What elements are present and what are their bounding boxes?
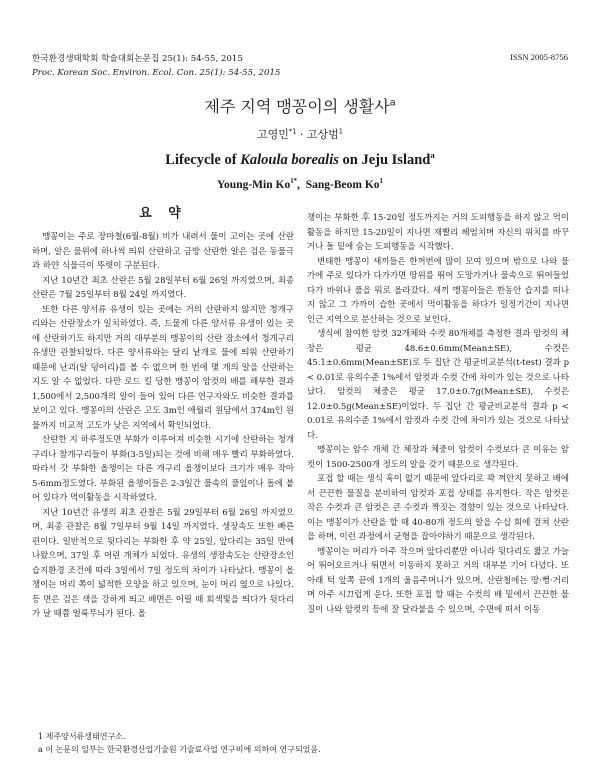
authors-english (0, 178, 600, 191)
abstract-right-paragraph: 챙이는 부화한 후 15-20일 정도까지는 거의 도피행동을 하지 않고 먹이활동을 하지만 15-20일이 지나면 재빨리 헤엄치며 자신의 위치를 바꾸거나 돌 밑에 숨는 도피행동을 시작했다. (307, 212, 569, 251)
abstract-left-paragraph: 지난 10년간 최초 산란은 5월 28일부터 6월 26일 까지였으며, 최종 산란은 7월 25일부터 8월 24일 까지였다. (32, 274, 294, 299)
title-english (0, 150, 600, 169)
author-1-ko-mark: *1 (288, 127, 297, 136)
abstract-right-paragraph: 변태한 맹꽁이 새끼들은 한꺼번에 많이 모여 있으며 밖으로 나와 물가에 주로 있다가 다가가면 땅위를 뛰어 도망가거나 물속으로 뛰어들었다가 바위나 풀을 뭐로 올라갔다. 새끼 맹꽁이들은 한동안 습지를 떠나지 않고 그 가까이 습한 곳에서 먹이활동을 하다가 일정기간이 지나면 인근 지역으로 분산하는 것으로 보인다. (307, 255, 569, 324)
abstract-heading: 요 약 (139, 206, 187, 221)
title-korean-footnote-mark: a (389, 97, 396, 109)
title-english-species: Kaloula borealis (240, 151, 339, 168)
authors-korean (0, 126, 600, 142)
title-english-pre: Lifecycle of (165, 151, 241, 168)
abstract-left-paragraph: 또한 다른 양서류 유생이 있는 곳에는 거의 산란하지 않지만 청개구리와는 산란장소가 일치하였다. 즉, 드물게 다른 양서류 유생이 있는 곳에 산란하기도 하지만 거의 대부분의 맹꽁이의 산란 장소에서 청개구리 유생만 관찰되었다. 다른 양서류와는 달리 낱개로 물에 띄워 산란하기 때문에 난괴(알 덩어리)를 볼 수 없으며 한 번에 몇 개의 알을 산란하는지도 알 수 없었다. 다만 로드 킬 당한 맹꽁이 암컷의 배를 해부한 결과 1,500에서 2,500개의 알이 들어 있어 다른 연구자와도 비슷한 결과를 보이고 있다. 맹꽁이의 산란은 고도 3m인 애월리 원담에서 374m인 원물까지 비교적 고도가 낮은 지역에서 확인되었다. (32, 303, 294, 430)
abstract-left-column (32, 205, 294, 621)
journal-citation-ko: 한국환경생태학회 학술대회논문집 25(1): 54-55, 2015 (32, 54, 243, 64)
footnote-funding: a 이 논문의 일부는 한국환경산업기술원 기술료사업 연구비에 의하여 연구되었음. (38, 745, 321, 754)
author-1-en-mark: 1* (290, 178, 298, 185)
abstract-right-paragraph: 맹꽁이는 머리가 아주 작으며 앞다리뿐만 아니라 뒷다리도 짧고 가늘어 뛰어오르거나 튀면서 이동하지 못하고 거의 대부분 기어 다녔다. 또 아래 턱 앞쪽 끝에 1개의 울음주머니가 있으며, 산란철에는 땅·뻥·거리며 아주 시끄럽게 운다. 또한 포접 할 때는 수컷의 배 밑에서 끈끈한 물질이 나와 암컷의 등에 잘 달라붙을 수 있으며, 수면에 떠서 이동 (307, 545, 569, 614)
footnote-affiliation: 1 제주양서류생태연구소. (38, 732, 126, 741)
abstract-right-paragraph: 생식에 참여한 암컷 32개체와 수컷 80개체를 측정한 결과 암컷의 체장은 평균 48.6±0.6mm(Mean±SE), 수컷은 45.1±0.6mm(Mean±SE)로 두 집단 간 평균비교분석(t-test) 결과 p < 0.01로 유의수준 1%에서 암컷과 수컷 간에 차이가 있는 것으로 나타났다. 암컷의 체중은 평균 17.0±0.7g(Mean±SE), 수컷은 12.0±0.5g(Mean±SE)이었다. 두 집단 간 평균비교분석 결과 p < 0.01로 유의수준 1%에서 암컷과 수컷 간에 차이가 있는 것으로 나타났다. (307, 328, 569, 440)
title-korean (0, 94, 600, 117)
author-1-ko: 고영민 (257, 128, 289, 141)
issn: ISSN 2005-8756 (509, 52, 568, 62)
abstract-right-column (307, 210, 569, 616)
abstract-right-paragraphs (307, 210, 569, 616)
title-english-post: on Jeju Island (338, 151, 431, 168)
author-2-en: Sang-Beom Ko (305, 178, 380, 191)
author-1-en: Young-Min Ko (217, 178, 291, 191)
journal-citation-en: Proc. Korean Soc. Environ. Ecol. Con. 25(1): 54-55, 2015 (32, 68, 281, 78)
footnotes (38, 730, 321, 756)
abstract-left-paragraph: 산란한 지 하루정도면 부화가 이루어져 비슷한 시기에 산란하는 청개구리나 참개구리들이 부화(3-5일)되는 것에 비해 매우 빨리 부화하였다. 따라서 갓 부화한 올챙이는 다른 개구리 올챙이보다 크기가 매우 작아 5-6mm정도였다. 부화된 올챙이들은 2-3일간 물속의 풀잎이나 돌에 붙어 있다가 먹이활동을 시작하였다. (32, 434, 294, 502)
author-separator-en: , (297, 178, 306, 191)
abstract-right-paragraph: 포접 할 때는 생식 혹이 없기 때문에 앞다리로 꽉 껴안지 못하고 배에서 끈끈한 물질을 분비하여 암컷과 포접 상태를 유지한다. 작은 암컷은 작은 수컷과 큰 암컷은 큰 수컷과 짝짓는 경향이 있는 것으로 나타났다. 이는 맹꽁이가 산란을 할 때 40-80개 정도의 알을 수십 회에 걸쳐 산란을 하며, 이런 과정에서 균형을 잡아야하기 때문으로 생각된다. (307, 473, 569, 541)
author-separator-ko: · (296, 128, 307, 141)
title-english-footnote-mark: a (430, 150, 435, 160)
abstract-left-paragraph: 지난 10년간 유생의 최초 관찰은 5월 29일부터 6월 26일 까지였으며, 최종 관찰은 8월 7일부터 9월 14일 까지였다. 생장속도 또한 빠른 편이다. 일반적으로 뒷다리는 부화한 후 약 25일, 앞다리는 35일 만에 나왔으며, 37일 후 어린 개체가 되었다. 유생의 생장속도는 산란장소인 습지환경 조건에 따라 3일에서 7일 정도의 차이가 나타났다. 맹꽁이 올챙이는 머리 쪽이 넓적한 모양을 하고 있으며, 눈이 머리 옆으로 나있다. 등 면은 검은 색을 강하게 띄고 배면은 어릴 때 회색빛을 띄다가 뒷다리가 날 때쯤 얼룩무늬가 된다. 올 (32, 506, 294, 618)
author-2-en-mark: 1 (379, 178, 383, 185)
author-2-ko: 고상범 (306, 128, 339, 141)
abstract-left-paragraphs (32, 229, 294, 621)
abstract-right-paragraph: 맹꽁이는 암수 개체 간 체장과 체중이 암컷이 수컷보다 큰 이유는 암컷이 1500-2500개 정도의 알을 갖기 때문으로 생각된다. (307, 444, 569, 469)
author-2-ko-mark: 1 (338, 127, 343, 136)
abstract-left-paragraph: 맹꽁이는 주로 장마철(6월-8월) 비가 내려서 물이 고이는 곳에 산란하며, 알은 물위에 하나씩 띄워 산란하고 금방 산란한 알은 검은 동물극과 하얀 식물극이 뚜렷이 구분된다. (32, 231, 294, 270)
journal-citation (32, 52, 280, 80)
title-korean-text: 제주 지역 맹꽁이의 생활사 (204, 97, 390, 116)
